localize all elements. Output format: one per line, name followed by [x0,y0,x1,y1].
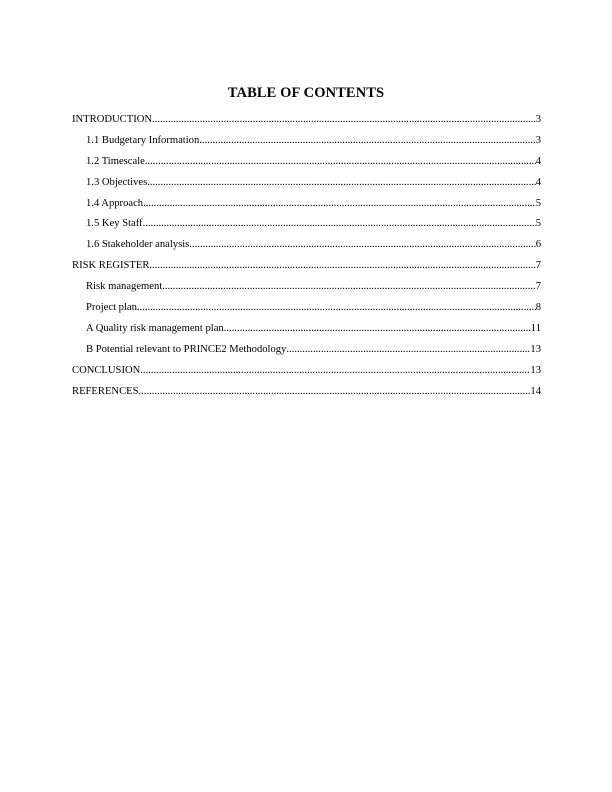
toc-entry-page-number: 6 [535,239,541,251]
toc-entry-label: CONCLUSION [72,364,141,376]
toc-dot-leader [143,217,536,231]
toc-dot-leader [199,134,535,148]
toc-entry-page-number: 13 [530,364,541,376]
toc-entry-label: 1.1 Budgetary Information [86,134,200,146]
toc-dot-leader [286,343,530,357]
toc-entry-label: INTRODUCTION [72,114,153,125]
toc-entry[interactable] [72,134,541,155]
toc-entry[interactable] [72,113,541,134]
toc-entry-label: 1.4 Approach [86,197,144,209]
toc-entry-page-number: 3 [535,134,541,146]
toc-entry-page-number: 11 [530,322,541,334]
toc-entry-page-number: 8 [535,302,541,314]
toc-entry-label: Project plan [86,302,137,314]
toc-entry-label: 1.3 Objectives [86,176,148,188]
toc-entry-page-number: 4 [535,176,541,188]
toc-dot-leader [145,155,536,169]
toc-entry-label: A Quality risk management plan [86,322,224,334]
toc-dot-leader [139,385,531,399]
toc-entry[interactable] [72,176,541,197]
toc-entry[interactable] [72,197,541,218]
toc-entry[interactable] [72,385,541,406]
toc-dot-leader [149,259,535,273]
toc-dot-leader [137,301,536,315]
toc-entry-label: 1.2 Timescale [86,155,145,167]
toc-entry-page-number: 13 [530,343,541,355]
toc-title: TABLE OF CONTENTS [227,85,385,101]
toc-entry[interactable] [72,322,541,343]
toc-entry[interactable] [72,217,541,238]
toc-entry-page-number: 7 [535,260,541,272]
toc-entry-page-number: 14 [530,385,541,397]
toc-dot-leader [189,238,535,252]
toc-dot-leader [143,197,536,211]
toc-entry-label: RISK REGISTER [72,260,150,272]
toc-dot-leader [152,113,536,127]
toc-entry[interactable] [72,238,541,259]
toc-dot-leader [224,322,531,336]
toc-dot-leader [162,280,536,294]
toc-entry-page-number: 5 [535,197,541,209]
toc-entry[interactable] [72,343,541,364]
toc-entry-label: REFERENCES [72,385,139,397]
toc-entry-page-number: 3 [535,114,541,125]
toc-dot-leader [147,176,536,190]
toc-entry[interactable] [72,259,541,280]
toc-entry-label: 1.6 Stakeholder analysis [86,239,190,251]
toc-entry-page-number: 5 [535,218,541,230]
toc-entry-label: B Potential relevant to PRINCE2 Methodology [86,343,287,355]
toc-entry-label: Risk management [86,281,163,293]
toc-entry[interactable] [72,280,541,301]
toc-entry[interactable] [72,301,541,322]
toc-dot-leader [140,364,530,378]
toc-entry-page-number: 4 [535,155,541,167]
toc-entry[interactable] [72,155,541,176]
toc-entry[interactable] [72,364,541,385]
toc-entry-page-number: 7 [535,281,541,293]
toc-list [72,113,541,405]
toc-entry-label: 1.5 Key Staff [86,218,143,230]
